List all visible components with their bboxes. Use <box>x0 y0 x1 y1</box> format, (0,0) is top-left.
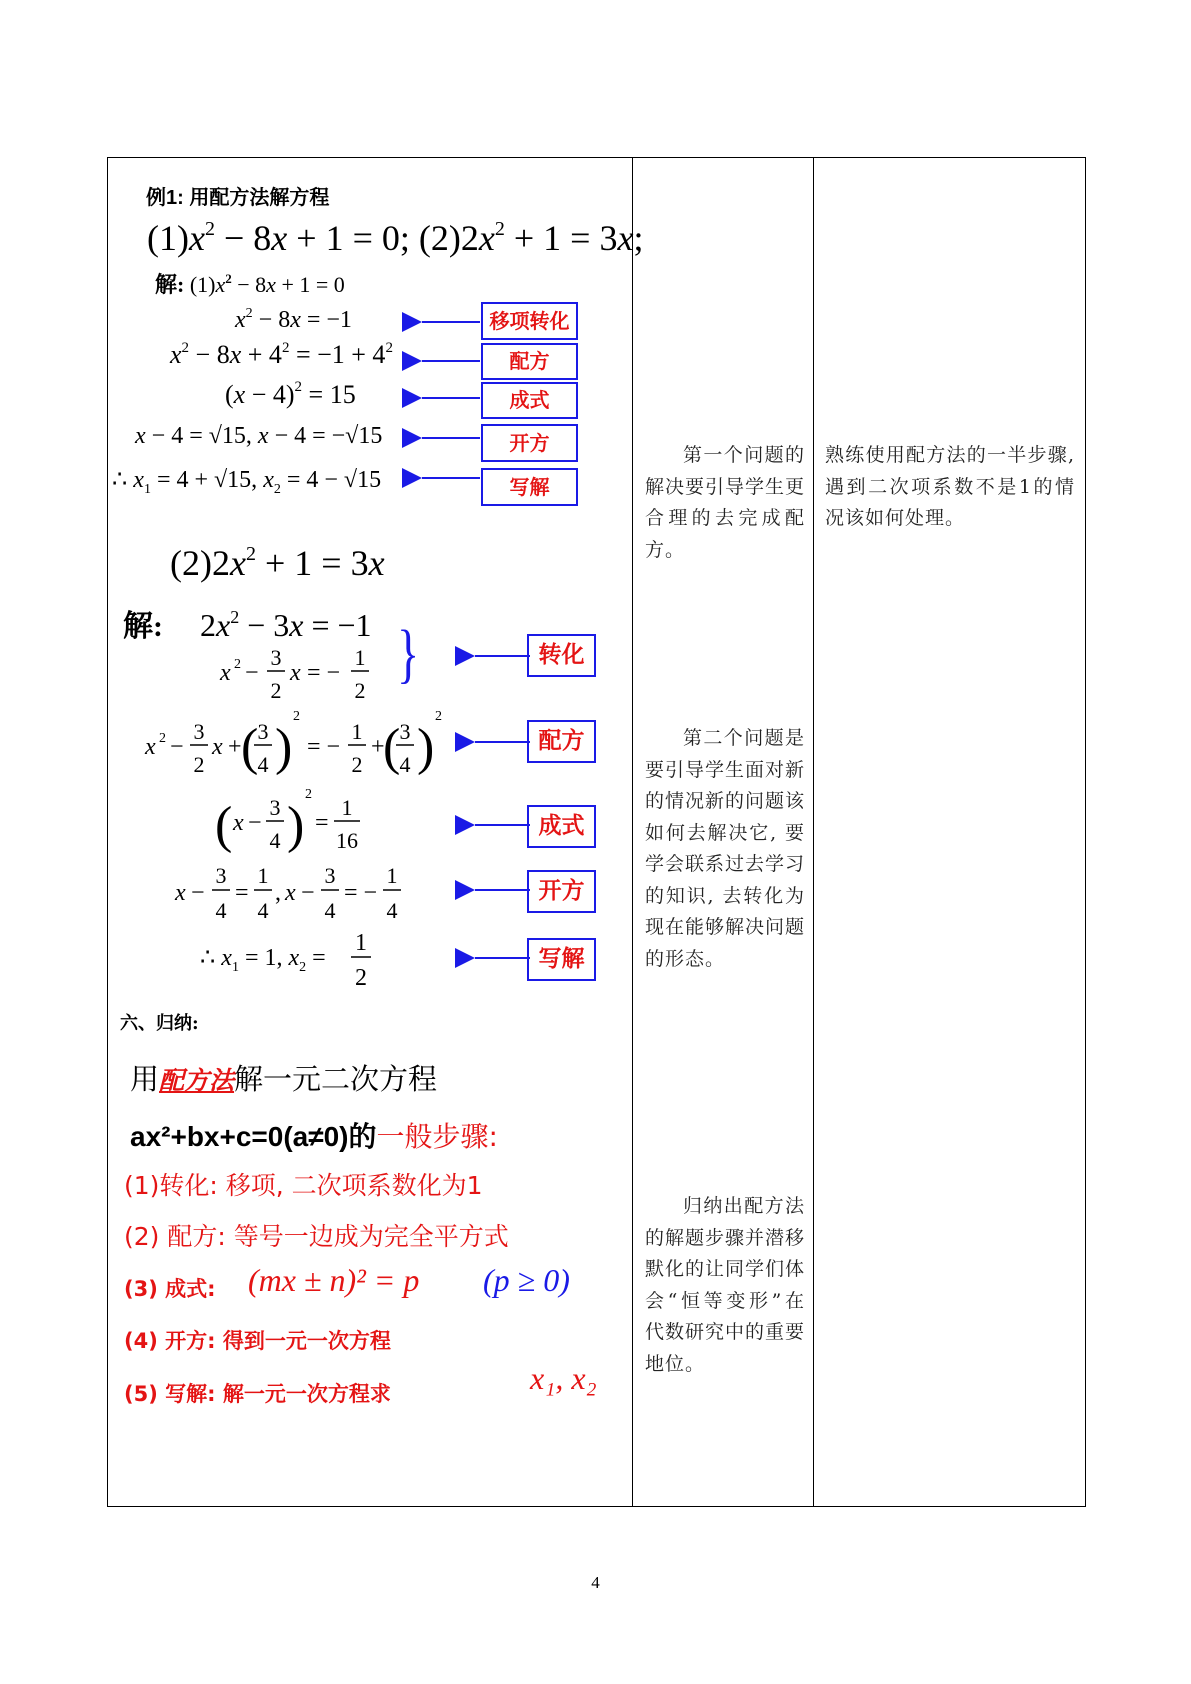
step-label-move-convert: 移项转化 <box>481 302 578 340</box>
svg-text:3: 3 <box>269 795 281 820</box>
step-label-form: 成式 <box>527 805 596 848</box>
svg-text:2: 2 <box>305 787 312 802</box>
svg-text:2: 2 <box>355 965 367 991</box>
step-label-square-root: 开方 <box>527 870 596 913</box>
step-label-write-solution: 写解 <box>481 468 578 506</box>
svg-text:2: 2 <box>234 657 241 672</box>
svg-text:4: 4 <box>399 752 411 777</box>
svg-text:1: 1 <box>386 863 398 888</box>
svg-text:−: − <box>248 810 262 836</box>
svg-text:= −: = − <box>344 880 378 906</box>
svg-text:1: 1 <box>351 719 363 744</box>
svg-text:1: 1 <box>341 795 353 820</box>
svg-text:x: x <box>233 810 244 836</box>
svg-text:1: 1 <box>257 863 269 888</box>
svg-text:x: x <box>175 880 186 906</box>
summary-title-highlight: 配方法 <box>159 1066 235 1095</box>
solution-2-arrows <box>465 640 535 980</box>
svg-text:=: = <box>315 810 329 836</box>
svg-text:): ) <box>275 719 293 776</box>
svg-text:4: 4 <box>257 898 269 923</box>
svg-text:解:: 解: <box>123 610 163 643</box>
general-form-line <box>130 1115 498 1155</box>
svg-text:): ) <box>417 719 435 776</box>
svg-text:x − 4 = √15, x − 4 = −√15: x − 4 = √15, x − 4 = −√15 <box>135 423 383 449</box>
svg-text:x2 − 8x = −1: $x^2 - 8x = -1$ <box>235 306 352 333</box>
svg-text:4: 4 <box>386 898 398 923</box>
svg-text:}: } <box>397 617 420 691</box>
svg-text:1: 1 <box>354 645 366 670</box>
svg-text:−: − <box>170 734 184 760</box>
summary-step-5: (5) 写解: 解一元一次方程求 <box>124 1382 391 1406</box>
svg-text:3: 3 <box>215 863 227 888</box>
svg-text:解: (1)x2 − 8x + 1 = 0: 解: $(1)x^2 - 8x + 1 = 0$ <box>155 271 345 297</box>
svg-text:,: , <box>275 880 281 906</box>
note-problem-1: 第一个问题的解决要引导学生更合理的去完成配方。 <box>645 444 806 561</box>
step-5-result: x₁, x₂ <box>530 1360 597 1396</box>
svg-text:x: x <box>290 660 301 686</box>
svg-text:4: 4 <box>269 828 281 853</box>
svg-text:2x2 − 3x = −1: $2x^2 - 3x = -1$ <box>200 607 372 643</box>
svg-text:∴ x1 = 4 + √15, x2 = 4 − √15: ∴ $x_1 = 4 + √15$, $x_2 = 4 - √15$ <box>112 467 382 497</box>
summary-title-pre: 用 <box>130 1062 160 1096</box>
summary-title-post: 解一元二次方程 <box>234 1062 438 1096</box>
step-label-complete-square: 配方 <box>527 720 596 763</box>
svg-text:(1)x2 − 8x + 1 = 0; (2)2x2 + 1: $(1)x^2 - 8x + 1 = 0$; $(2)2x^2 + 1 = 3x$; <box>147 218 644 258</box>
svg-text:(: ( <box>241 719 259 776</box>
solution-1-arrows <box>410 300 480 500</box>
summary-step-3: (3) 成式: <box>124 1277 216 1301</box>
svg-text:16: 16 <box>336 828 358 853</box>
svg-text:−: − <box>301 880 315 906</box>
example-heading: 例1: 用配方法解方程 <box>146 187 330 209</box>
general-steps-title: 一般步骤: <box>376 1120 498 1153</box>
svg-text:4: 4 <box>324 898 336 923</box>
svg-text:−: − <box>245 660 259 686</box>
svg-text:2: 2 <box>293 709 300 724</box>
svg-text:x: x <box>285 880 296 906</box>
svg-text:2: 2 <box>351 752 363 777</box>
note-problem-2: 第二个问题是要引导学生面对新的情况新的问题该如何去解决它, 要学会联系过去学习的知识, 去转化为现在能够解决问题的形态。 <box>645 727 806 970</box>
step-3-formula: (mx ± n)² = p <box>248 1262 420 1298</box>
svg-text:x: x <box>145 734 156 760</box>
svg-text:x2 − 8x + 42 = −1 + 42: $x^2 - 8x + 4^2 = -1 + 4^2$ <box>170 340 393 369</box>
svg-text:−: − <box>191 880 205 906</box>
svg-text:+: + <box>228 734 242 760</box>
svg-text:(x − 4)2 = 15: $(x - 4)^2 = 15$ <box>225 379 356 409</box>
svg-text:3: 3 <box>257 719 269 744</box>
note-summary: 归纳出配方法的解题步骤并潜移默化的让同学们体会“恒等变形”在代数研究中的重要地位。 <box>645 1195 806 1375</box>
step-label-convert: 转化 <box>527 634 596 677</box>
summary-step-1: (1)转化: 移项, 二次项系数化为1 <box>124 1171 483 1200</box>
svg-text:2: 2 <box>435 709 442 724</box>
svg-text:2: 2 <box>354 678 366 703</box>
svg-text:= −: = − <box>307 734 341 760</box>
step-3-condition: (p ≥ 0) <box>483 1262 570 1298</box>
summary-title <box>130 1057 437 1098</box>
svg-text:2: 2 <box>159 731 166 746</box>
step-label-square-root: 开方 <box>481 424 578 462</box>
svg-text:=: = <box>235 880 249 906</box>
svg-text:= −: = − <box>307 660 341 686</box>
svg-text:(2)2x2 + 1 = 3x: $(2)2x^2 + 1 = 3x$ <box>170 543 385 583</box>
svg-text:x: x <box>212 734 223 760</box>
step-label-write-solution: 写解 <box>527 938 596 981</box>
summary-step-4: (4) 开方: 得到一元一次方程 <box>124 1329 391 1353</box>
svg-text:3: 3 <box>270 645 282 670</box>
summary-heading: 六、归纳: <box>120 1013 199 1034</box>
column-divider <box>813 157 814 1507</box>
problem-equations <box>145 212 644 262</box>
page-number: 4 <box>591 1573 600 1592</box>
svg-text:4: 4 <box>257 752 269 777</box>
step-label-complete-square: 配方 <box>481 343 578 380</box>
svg-text:x: x <box>220 660 231 686</box>
svg-text:3: 3 <box>324 863 336 888</box>
svg-text:+: + <box>371 734 385 760</box>
general-form: ax²+bx+c=0(a≠0)的 <box>130 1121 377 1152</box>
svg-text:2: 2 <box>270 678 282 703</box>
svg-text:3: 3 <box>399 719 411 744</box>
svg-text:2: 2 <box>193 752 205 777</box>
svg-text:(: ( <box>215 797 233 854</box>
svg-text:): ) <box>287 797 305 854</box>
column-divider <box>632 157 633 1507</box>
note-objective: 熟练使用配方法的一半步骤, 遇到二次项系数不是1的情况该如何处理。 <box>825 444 1075 529</box>
svg-text:(: ( <box>383 719 401 776</box>
svg-text:4: 4 <box>215 898 227 923</box>
svg-text:∴ x1 = 1, x2 =: ∴ $x_1 = 1$, $x_2$ = <box>200 945 326 975</box>
summary-step-2: (2) 配方: 等号一边成为完全平方式 <box>124 1222 509 1251</box>
svg-text:3: 3 <box>193 719 205 744</box>
svg-text:1: 1 <box>355 930 367 956</box>
step-label-form: 成式 <box>481 382 578 419</box>
